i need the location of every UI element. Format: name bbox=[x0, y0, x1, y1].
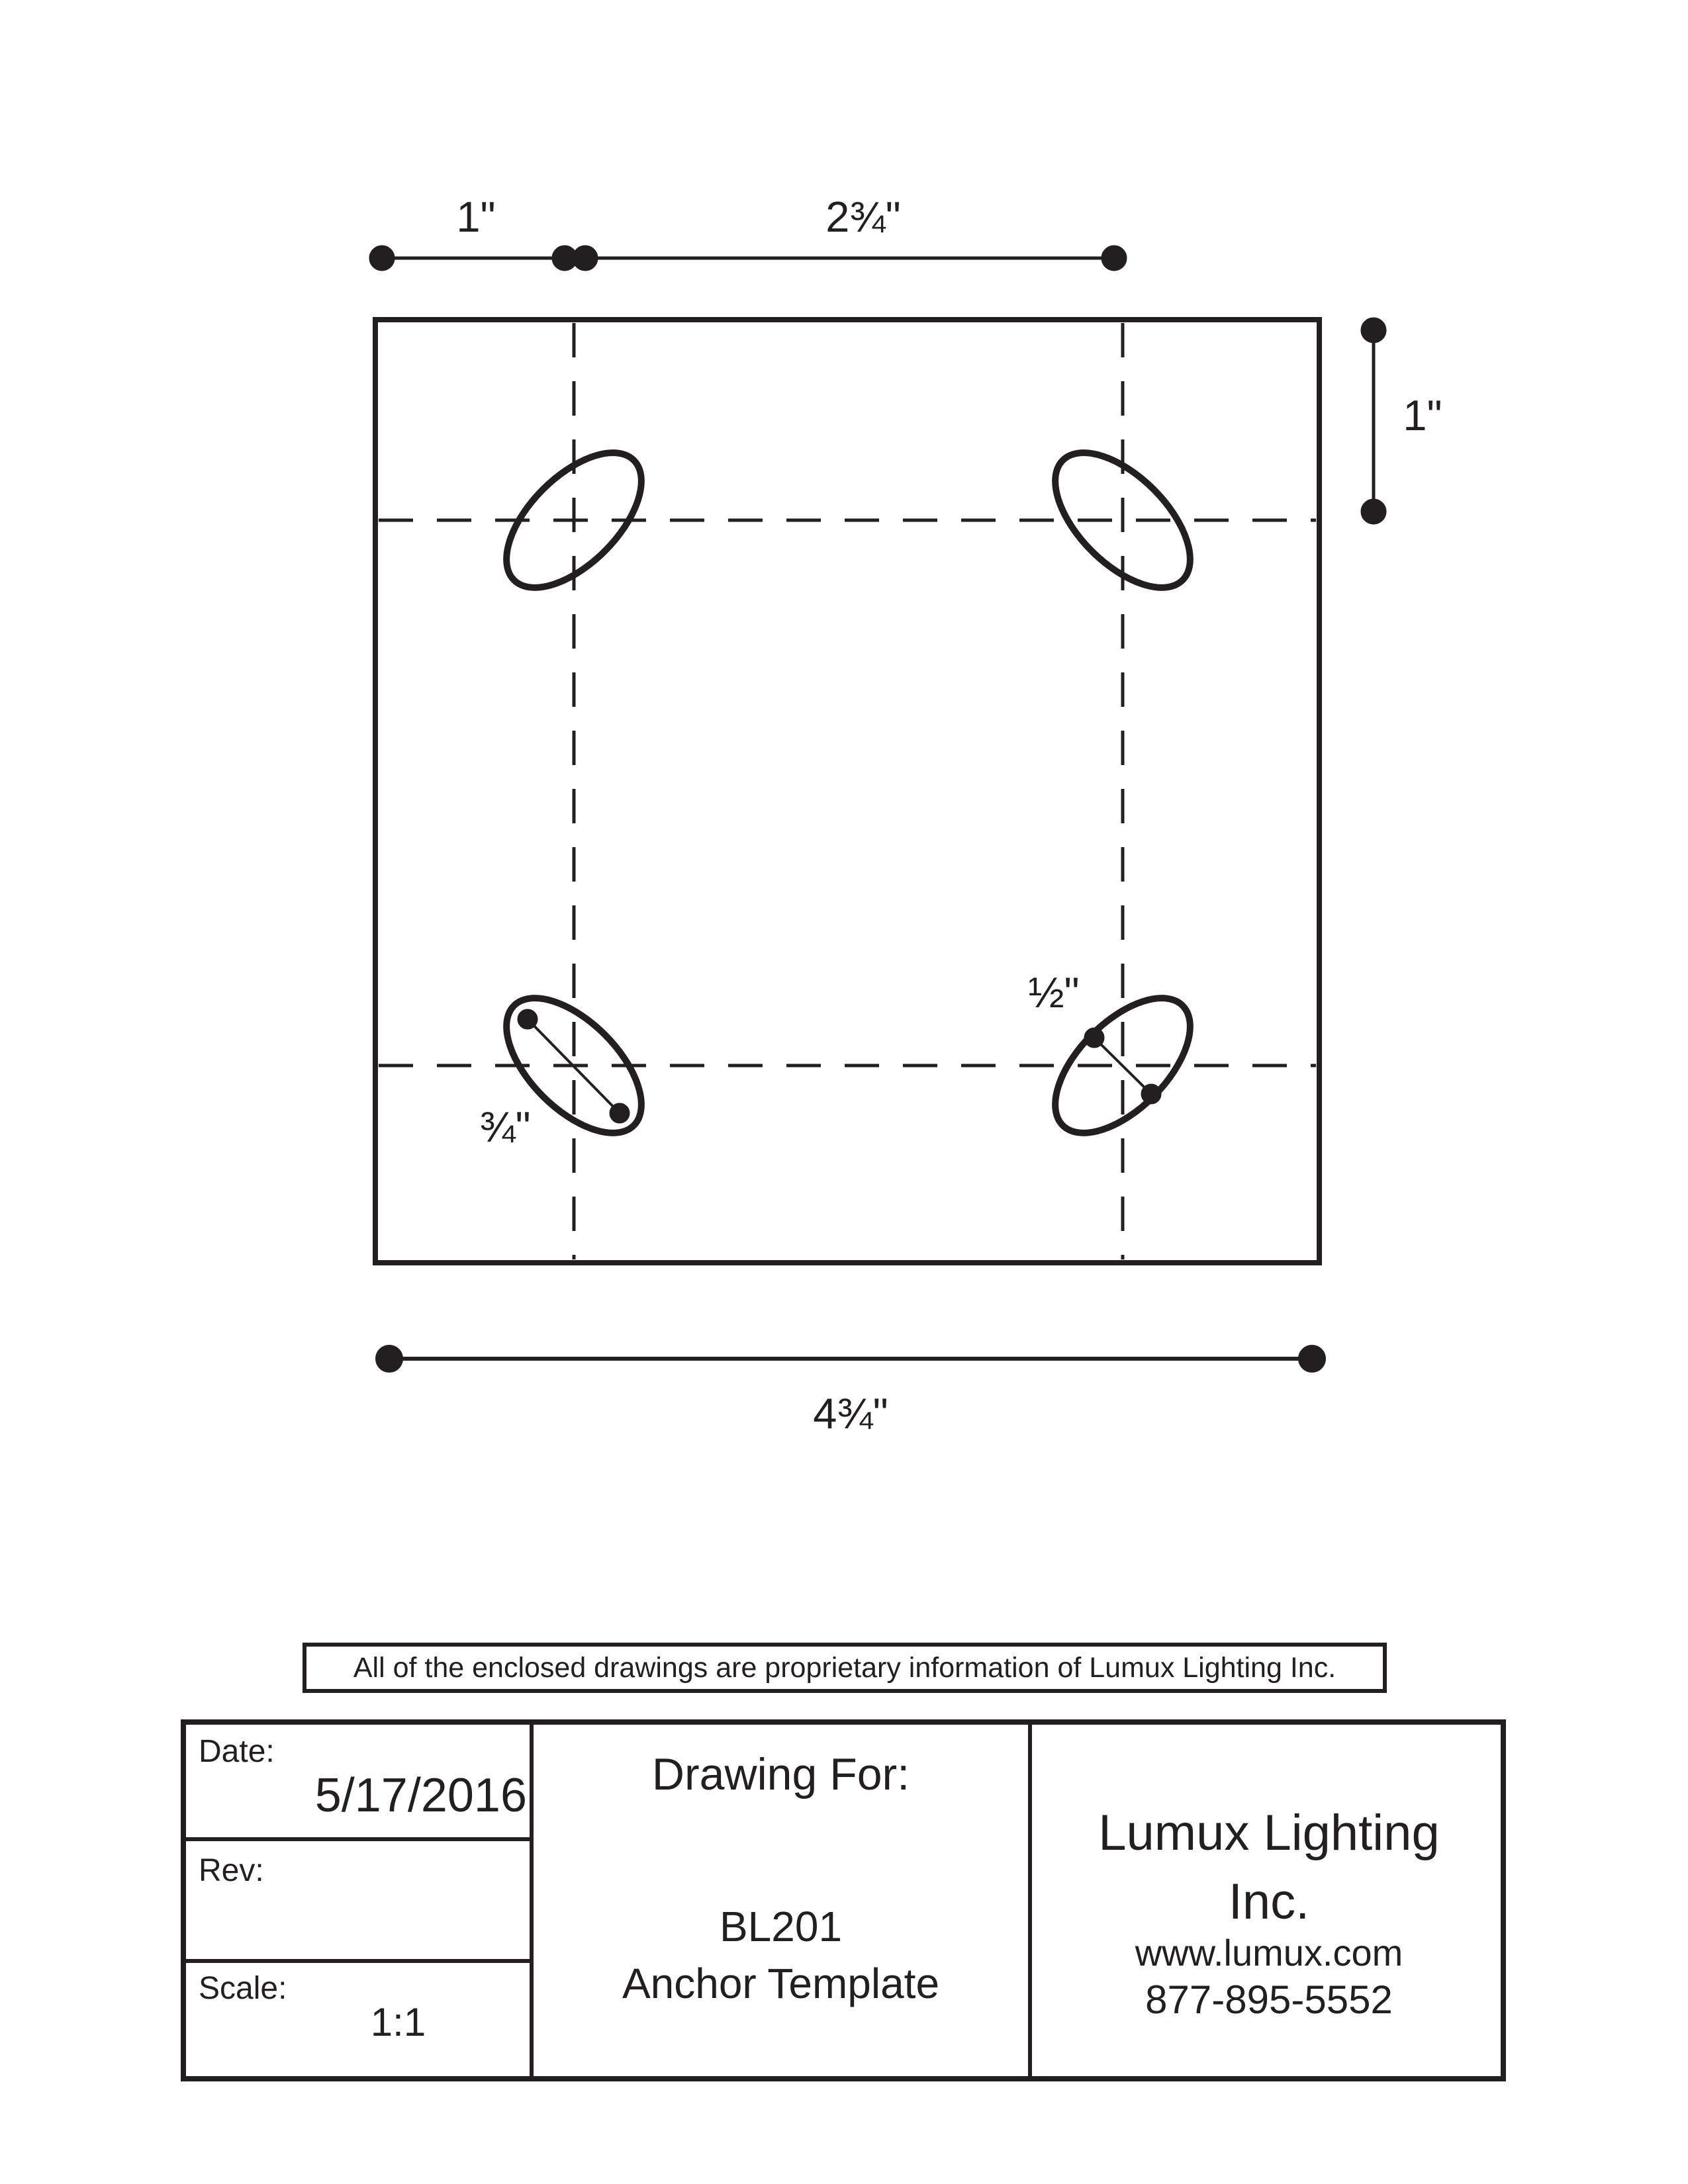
scale-label: Scale: bbox=[199, 1971, 287, 2006]
dimension-right bbox=[1362, 319, 1385, 523]
title-block-divider-horizontal-2 bbox=[181, 1959, 534, 1963]
dimension-endpoint-dot bbox=[371, 247, 393, 269]
dimension-label-bottom: 4¾" bbox=[813, 1389, 888, 1437]
dimension-endpoint-dot bbox=[377, 1347, 401, 1371]
company-name-line2: Inc. bbox=[1228, 1874, 1310, 1930]
dimension-endpoint-dot bbox=[1362, 500, 1385, 523]
company-website: www.lumux.com bbox=[1135, 1932, 1403, 1974]
title-block-divider-horizontal-1 bbox=[181, 1837, 534, 1841]
dimension-label-top-center: 2¾" bbox=[825, 193, 901, 241]
date-label: Date: bbox=[199, 1734, 275, 1769]
dimension-label-slot-bottom-right: ½" bbox=[1028, 968, 1080, 1017]
company-phone: 877-895-5552 bbox=[1145, 1978, 1393, 2022]
dimension-label-right: 1" bbox=[1403, 391, 1442, 439]
dimension-endpoint-dot bbox=[1300, 1347, 1324, 1371]
product-name: Anchor Template bbox=[622, 1960, 940, 2007]
rev-label: Rev: bbox=[199, 1853, 264, 1888]
dimension-endpoint-dot bbox=[1103, 247, 1125, 269]
slot-measure-dot bbox=[1084, 1028, 1104, 1048]
dimension-endpoint-dot bbox=[574, 247, 596, 269]
scale-value: 1:1 bbox=[370, 2000, 426, 2044]
dimension-label-slot-bottom-left: ¾" bbox=[479, 1103, 531, 1151]
dimension-endpoint-dot bbox=[1362, 319, 1385, 341]
dimension-label-top-left: 1" bbox=[456, 193, 496, 241]
date-value: 5/17/2016 bbox=[314, 1769, 527, 1822]
slot-measure-dot bbox=[518, 1009, 538, 1029]
proprietary-note-text: All of the enclosed drawings are proprietary information of Lumux Lighting Inc. bbox=[353, 1651, 1336, 1684]
drawing-for-label: Drawing For: bbox=[651, 1749, 910, 1799]
proprietary-note-box bbox=[303, 1643, 1387, 1693]
slot-measure-dot bbox=[1141, 1084, 1161, 1104]
dimension-bottom bbox=[377, 1347, 1324, 1371]
company-name-line1: Lumux Lighting bbox=[1098, 1805, 1440, 1861]
product-model: BL201 bbox=[719, 1903, 843, 1950]
dimension-top bbox=[371, 247, 1125, 269]
slot-measure-dot bbox=[610, 1103, 630, 1123]
